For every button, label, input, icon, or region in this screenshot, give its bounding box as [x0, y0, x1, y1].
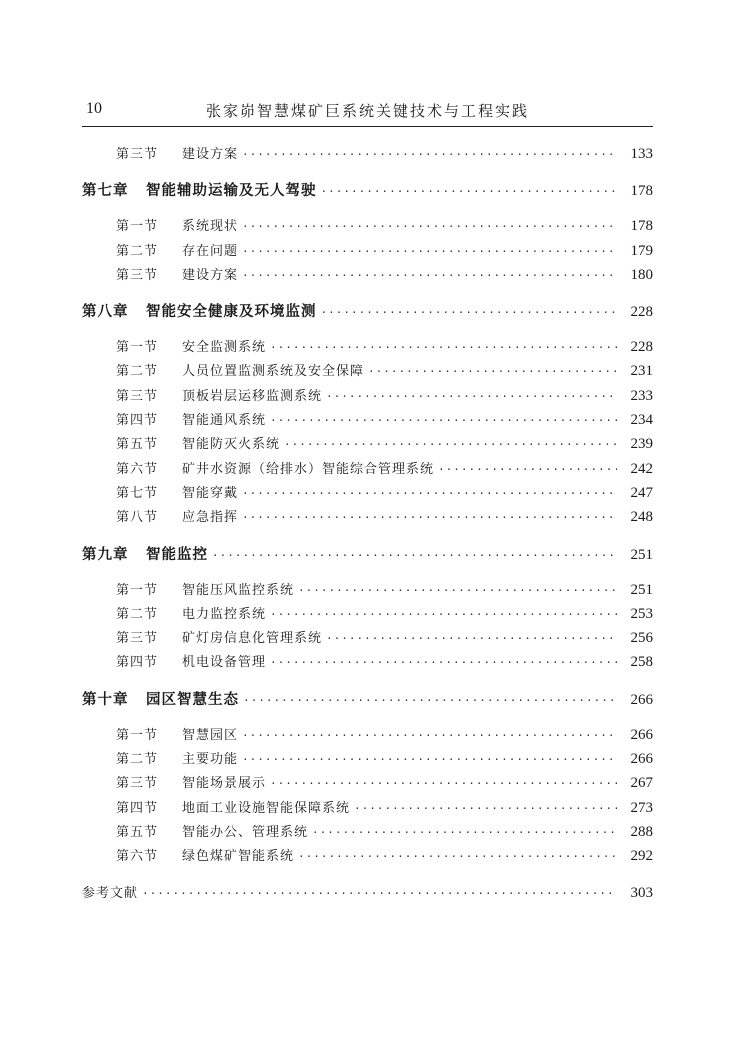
section-number: 第二节 [116, 364, 159, 380]
toc-section-row[interactable] [82, 215, 653, 239]
page-ref: 267 [630, 775, 653, 792]
dot-leader [242, 269, 617, 282]
page-ref: 178 [630, 183, 653, 200]
chapter-title: 智能监控 [146, 545, 208, 563]
toc-section-row[interactable] [82, 433, 653, 457]
toc-section-row[interactable] [82, 845, 653, 869]
section-title: 矿井水资源（给排水）智能综合管理系统 [182, 461, 435, 477]
toc-section-row[interactable] [82, 724, 653, 748]
toc-chapter-row[interactable] [82, 300, 653, 324]
dot-leader [298, 584, 617, 597]
page-ref: 179 [630, 242, 653, 259]
page-ref: 258 [630, 654, 653, 671]
toc-section-row[interactable] [82, 409, 653, 433]
dot-leader [326, 632, 617, 645]
dot-leader [321, 185, 618, 198]
page-ref: 178 [630, 218, 653, 235]
section-number: 第五节 [116, 437, 159, 453]
running-title: 张家峁智慧煤矿巨系统关键技术与工程实践 [205, 102, 529, 120]
running-header [82, 96, 653, 127]
dot-leader [284, 438, 617, 451]
toc-chapter-row[interactable] [82, 179, 653, 203]
dot-leader [270, 414, 617, 427]
page-ref: 266 [630, 751, 653, 768]
toc-chapter-row[interactable] [82, 543, 653, 567]
page-ref: 251 [630, 546, 653, 563]
page-ref: 248 [630, 509, 653, 526]
page-ref: 256 [630, 630, 653, 647]
section-number: 第二节 [116, 752, 159, 768]
dot-leader [438, 463, 617, 476]
section-title: 建设方案 [182, 147, 239, 162]
page-ref: 292 [630, 848, 653, 865]
page-ref: 266 [630, 691, 653, 708]
section-number: 第四节 [116, 655, 159, 671]
page-number: 10 [86, 100, 102, 117]
toc-section-row[interactable] [82, 458, 653, 482]
toc-section-row[interactable] [82, 336, 653, 360]
page-ref: 303 [630, 884, 653, 901]
page-ref: 266 [630, 726, 653, 743]
section-title: 智能通风系统 [182, 413, 267, 429]
toc-section-row[interactable] [82, 797, 653, 821]
section-title: 安全监测系统 [182, 340, 267, 356]
section-title: 矿灯房信息化管理系统 [182, 631, 323, 647]
toc-section-row[interactable] [82, 264, 653, 288]
chapter-number: 第九章 [82, 545, 129, 563]
toc-section-row[interactable] [82, 821, 653, 845]
chapter-title: 智能安全健康及环境监测 [146, 303, 317, 321]
dot-leader [270, 341, 617, 354]
toc-references-row[interactable] [82, 882, 653, 906]
section-number: 第三节 [116, 267, 159, 283]
section-title: 智能压风监控系统 [182, 582, 295, 598]
dot-leader [270, 777, 617, 790]
section-number: 第三节 [116, 147, 159, 162]
section-number: 第一节 [116, 582, 159, 598]
page-ref: 233 [630, 387, 653, 404]
toc-section-row[interactable] [82, 748, 653, 772]
chapter-number: 第八章 [82, 303, 129, 321]
chapter-number: 第十章 [82, 690, 129, 708]
dot-leader [212, 549, 617, 562]
section-number: 第八节 [116, 510, 159, 526]
references-title: 参考文献 [82, 885, 139, 901]
section-number: 第三节 [116, 631, 159, 647]
section-number: 第五节 [116, 824, 159, 840]
dot-leader [270, 656, 617, 669]
dot-leader [242, 220, 617, 233]
section-title: 存在问题 [182, 243, 239, 259]
section-number: 第二节 [116, 243, 159, 259]
section-number: 第一节 [116, 219, 159, 235]
toc-section-row[interactable] [82, 772, 653, 796]
page-ref: 180 [630, 266, 653, 283]
chapter-title: 园区智慧生态 [146, 690, 239, 708]
section-title: 电力监控系统 [182, 606, 267, 622]
section-number: 第六节 [116, 849, 159, 865]
section-title: 机电设备管理 [182, 655, 267, 671]
dot-leader [321, 306, 618, 319]
page-ref: 239 [630, 436, 653, 453]
section-title: 顶板岩层运移监测系统 [182, 388, 323, 404]
section-number: 第四节 [116, 800, 159, 816]
dot-leader [242, 729, 617, 742]
page-ref: 251 [630, 581, 653, 598]
page-ref: 242 [630, 460, 653, 477]
page-ref: 247 [630, 484, 653, 501]
page-ref: 234 [630, 412, 653, 429]
toc-section-row[interactable] [82, 143, 653, 167]
section-title: 主要功能 [182, 752, 239, 768]
toc-section-row[interactable] [82, 651, 653, 675]
dot-leader [354, 802, 617, 815]
dot-leader [368, 365, 617, 378]
toc-section-row[interactable] [82, 627, 653, 651]
dot-leader [242, 148, 617, 161]
dot-leader [243, 694, 617, 707]
section-title: 智慧园区 [182, 727, 239, 743]
dot-leader [270, 608, 617, 621]
dot-leader [242, 753, 617, 766]
dot-leader [142, 887, 617, 900]
toc-section-row[interactable] [82, 385, 653, 409]
section-number: 第一节 [116, 340, 159, 356]
dot-leader [326, 390, 617, 403]
section-title: 系统现状 [182, 219, 239, 235]
section-title: 智能防灭火系统 [182, 437, 281, 453]
page-ref: 133 [630, 146, 653, 162]
toc-chapter-row[interactable] [82, 688, 653, 712]
dot-leader [242, 511, 617, 524]
section-number: 第一节 [116, 727, 159, 743]
table-of-contents [82, 143, 653, 906]
section-number: 第七节 [116, 485, 159, 501]
dot-leader [242, 245, 617, 258]
section-title: 人员位置监测系统及安全保障 [182, 364, 365, 380]
dot-leader [312, 826, 617, 839]
page-ref: 288 [630, 823, 653, 840]
section-title: 地面工业设施智能保障系统 [182, 800, 351, 816]
toc-section-row[interactable] [82, 240, 653, 264]
page-ref: 273 [630, 799, 653, 816]
toc-section-row[interactable] [82, 360, 653, 384]
toc-section-row[interactable] [82, 603, 653, 627]
section-title: 绿色煤矿智能系统 [182, 849, 295, 865]
toc-section-row[interactable] [82, 506, 653, 530]
section-number: 第二节 [116, 606, 159, 622]
page-ref: 228 [630, 304, 653, 321]
section-title: 智能场景展示 [182, 776, 267, 792]
section-title: 智能穿戴 [182, 485, 239, 501]
section-number: 第三节 [116, 776, 159, 792]
page-ref: 253 [630, 605, 653, 622]
section-title: 建设方案 [182, 267, 239, 283]
dot-leader [298, 850, 617, 863]
dot-leader [242, 487, 617, 500]
page-ref: 228 [630, 339, 653, 356]
toc-section-row[interactable] [82, 482, 653, 506]
section-number: 第三节 [116, 388, 159, 404]
section-title: 智能办公、管理系统 [182, 824, 309, 840]
section-number: 第六节 [116, 461, 159, 477]
chapter-number: 第七章 [82, 182, 129, 200]
page-ref: 231 [630, 363, 653, 380]
section-number: 第四节 [116, 413, 159, 429]
chapter-title: 智能辅助运输及无人驾驶 [146, 182, 317, 200]
section-title: 应急指挥 [182, 510, 239, 526]
toc-section-row[interactable] [82, 579, 653, 603]
